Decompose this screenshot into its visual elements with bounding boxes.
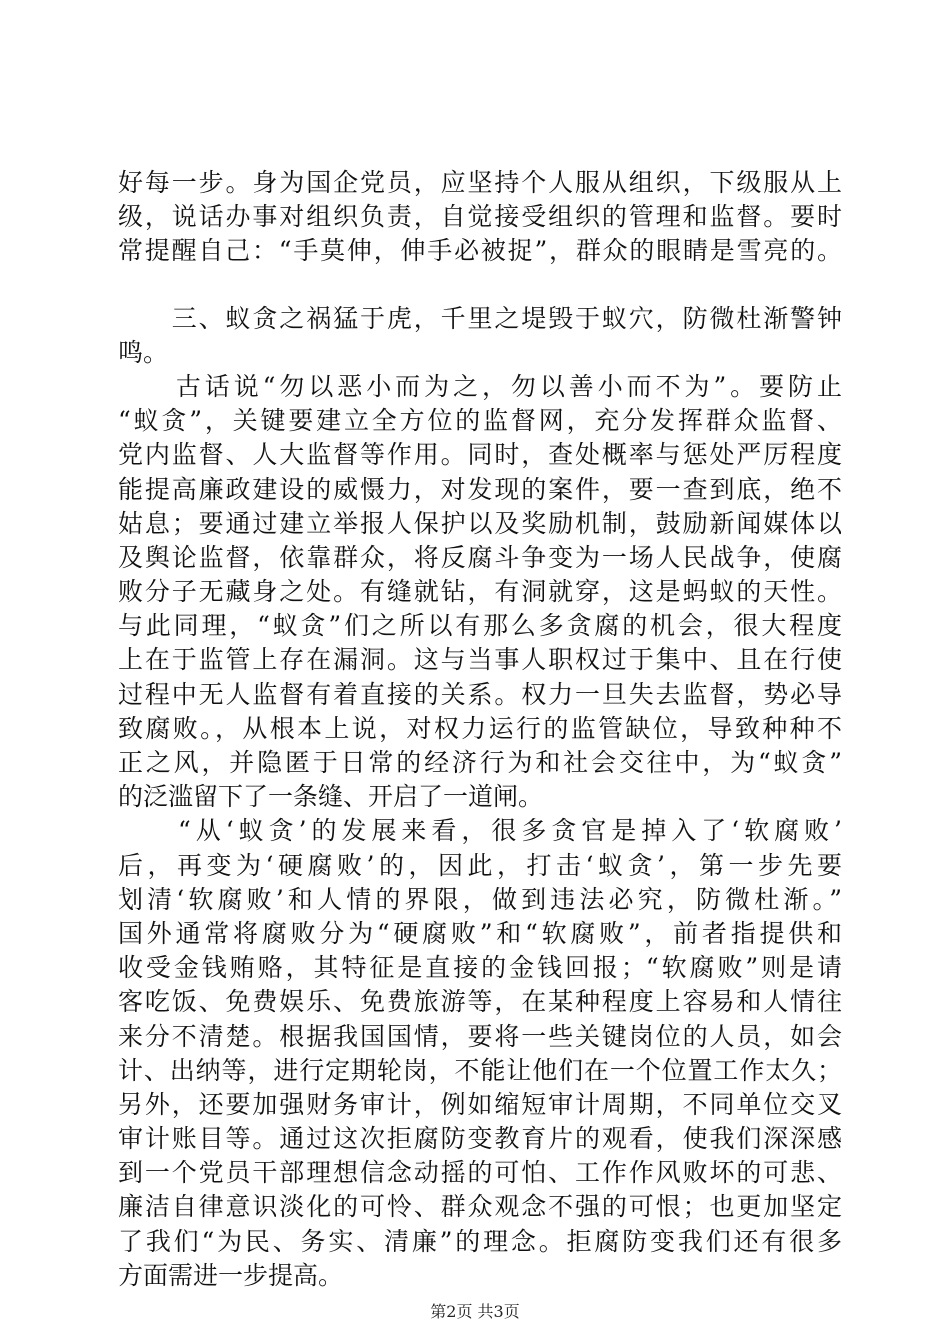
text-line: 败分子无藏身之处。有缝就钻，有洞就穿，这是蚂蚁的天性。 <box>118 577 842 607</box>
text-line: “蚁贪”，关键要建立全方位的监督网，充分发挥群众监督、 <box>118 406 842 436</box>
text-line: 审计账目等。通过这次拒腐防变教育片的观看，使我们深深感 <box>118 1124 842 1154</box>
text-line: 姑息；要通过建立举报人保护以及奖励机制，鼓励新闻媒体以 <box>118 508 842 538</box>
text-line: 党内监督、人大监督等作用。同时，查处概率与惩处严厉程度 <box>118 440 842 470</box>
text-line: 及舆论监督，依靠群众，将反腐斗争变为一场人民战争，使腐 <box>118 542 842 572</box>
body-text <box>118 166 842 1293</box>
text-line: 划清‘软腐败’和人情的界限，做到违法必究，防微杜渐。” <box>118 884 842 914</box>
text-line: 上在于监管上存在漏洞。这与当事人职权过于集中、且在行使 <box>118 645 842 675</box>
text-line: 古话说“勿以恶小而为之，勿以善小而不为”。要防止 <box>118 371 842 401</box>
section-heading-line: 三、蚁贪之祸猛于虎，千里之堤毁于蚁穴，防微杜渐警钟 <box>118 303 842 333</box>
text-line: 级，说话办事对组织负责，自觉接受组织的管理和监督。要时 <box>118 202 842 232</box>
text-line: 另外，还要加强财务审计，例如缩短审计周期，不同单位交叉 <box>118 1089 842 1119</box>
text-line: 与此同理，“蚁贪”们之所以有那么多贪腐的机会，很大程度 <box>118 611 842 641</box>
text-line: 常提醒自己：“手莫伸，伸手必被捉”，群众的眼睛是雪亮的。 <box>118 236 842 266</box>
section-heading-line: 鸣。 <box>118 337 169 367</box>
text-line: “从‘蚁贪’的发展来看，很多贪官是掉入了‘软腐败’ <box>118 816 842 846</box>
text-line: 后，再变为‘硬腐败’的，因此，打击‘蚁贪’，第一步先要 <box>118 850 842 880</box>
text-line: 客吃饭、免费娱乐、免费旅游等，在某种程度上容易和人情往 <box>118 987 842 1017</box>
page-footer: 第2页 共3页 <box>430 1302 520 1321</box>
text-line: 致腐败。，从根本上说，对权力运行的监管缺位，导致种种不 <box>118 713 842 743</box>
text-line: 的泛滥留下了一条缝、开启了一道闸。 <box>118 782 544 812</box>
text-line: 收受金钱贿赂，其特征是直接的金钱回报；“软腐败”则是请 <box>118 953 842 983</box>
text-line: 到一个党员干部理想信念动摇的可怕、工作作风败坏的可悲、 <box>118 1158 842 1188</box>
text-line: 过程中无人监督有着直接的关系。权力一旦失去监督，势必导 <box>118 679 842 709</box>
text-line: 来分不清楚。根据我国国情，要将一些关键岗位的人员，如会 <box>118 1021 842 1051</box>
text-line: 能提高廉政建设的威慑力，对发现的案件，要一查到底，绝不 <box>118 474 842 504</box>
text-line: 廉洁自律意识淡化的可怜、群众观念不强的可恨；也更加坚定 <box>118 1192 842 1222</box>
text-line: 了我们“为民、务实、清廉”的理念。拒腐防变我们还有很多 <box>118 1226 842 1256</box>
text-line: 正之风，并隐匿于日常的经济行为和社会交往中，为“蚁贪” <box>118 748 842 777</box>
text-line: 方面需进一步提高。 <box>118 1260 344 1290</box>
text-line: 国外通常将腐败分为“硬腐败”和“软腐败”，前者指提供和 <box>118 918 842 948</box>
text-line: 计、出纳等，进行定期轮岗，不能让他们在一个位置工作太久； <box>118 1055 842 1085</box>
text-line: 好每一步。身为国企党员，应坚持个人服从组织，下级服从上 <box>118 168 842 197</box>
